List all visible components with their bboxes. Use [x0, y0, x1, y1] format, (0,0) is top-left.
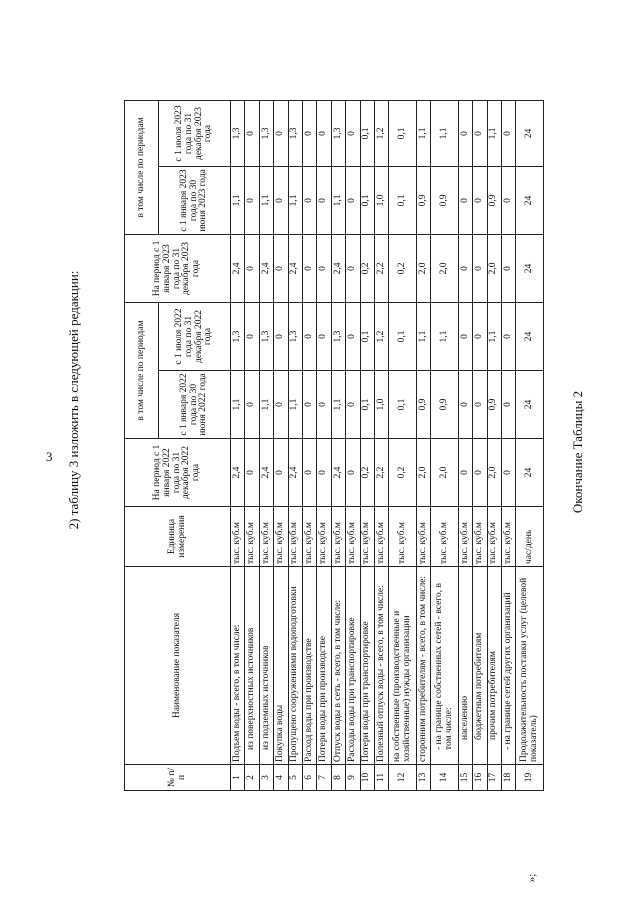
row-name: Расход воды при производстве	[303, 567, 317, 765]
table-row	[346, 100, 360, 790]
value-period-2022: 2,0	[487, 439, 501, 507]
value-period-2022: 2,4	[259, 439, 273, 507]
value-h2-2023: 24	[516, 100, 544, 166]
row-num: 9	[346, 765, 360, 791]
value-h2-2023: 0	[502, 100, 516, 166]
value-h1-2023: 1,1	[288, 166, 302, 234]
row-num: 19	[516, 765, 544, 791]
header-h1-2023: с 1 января 2023 года по 30 июня 2023 года	[159, 166, 231, 234]
row-unit: тыс. куб.м	[389, 507, 416, 567]
row-num: 4	[274, 765, 288, 791]
value-period-2022: 0	[458, 439, 472, 507]
value-period-2023: 0	[303, 234, 317, 302]
row-num: 6	[303, 765, 317, 791]
row-num: 12	[389, 765, 416, 791]
value-h2-2022: 0	[245, 302, 259, 370]
row-num: 5	[288, 765, 302, 791]
row-num: 13	[416, 765, 430, 791]
value-h2-2022: 1,3	[231, 302, 245, 370]
value-period-2023: 0	[245, 234, 259, 302]
row-unit: тыс. куб.м	[458, 507, 472, 567]
row-unit: тыс. куб.м	[231, 507, 245, 567]
row-num: 16	[473, 765, 487, 791]
table-row	[389, 100, 416, 790]
row-unit: тыс. куб.м	[259, 507, 273, 567]
value-h2-2023: 1,3	[259, 100, 273, 166]
value-h2-2023: 1,1	[431, 100, 458, 166]
value-h1-2022: 0,9	[487, 371, 501, 439]
row-name: Продолжительность поставки услуг (целевой показатель)	[516, 567, 544, 765]
value-period-2022: 2,2	[375, 439, 389, 507]
row-num: 10	[360, 765, 374, 791]
value-period-2022: 0	[303, 439, 317, 507]
value-h2-2022: 1,1	[487, 302, 501, 370]
value-h1-2023: 1,1	[331, 166, 345, 234]
value-period-2022: 0	[502, 439, 516, 507]
value-period-2022: 0	[473, 439, 487, 507]
value-h1-2023: 0,1	[360, 166, 374, 234]
value-h1-2022: 1,1	[331, 371, 345, 439]
value-h2-2022: 0	[274, 302, 288, 370]
header-unit: Единица измерения	[125, 507, 231, 567]
value-period-2023: 2,0	[431, 234, 458, 302]
value-period-2022: 2,4	[288, 439, 302, 507]
row-name: Покупка воды	[274, 567, 288, 765]
value-h1-2023: 0	[245, 166, 259, 234]
row-unit: тыс. куб.м	[416, 507, 430, 567]
row-name: Расходы воды при транспортировке	[346, 567, 360, 765]
value-h1-2022: 0,1	[360, 371, 374, 439]
row-num: 7	[317, 765, 331, 791]
row-unit: тыс. куб.м	[303, 507, 317, 567]
header-h1-2022: с 1 января 2022 года по 30 июня 2022 года	[159, 371, 231, 439]
value-period-2023: 0,2	[360, 234, 374, 302]
row-num: 1	[231, 765, 245, 791]
value-h1-2022: 0	[274, 371, 288, 439]
value-h1-2022: 0,9	[416, 371, 430, 439]
row-name: из подземных источников	[259, 567, 273, 765]
row-unit: тыс. куб.м	[317, 507, 331, 567]
value-h2-2022: 0	[317, 302, 331, 370]
next-section-heading: 2) таблицу 3 изложить в следующей редакции:	[66, 270, 81, 530]
value-h2-2022: 0,1	[389, 302, 416, 370]
value-h1-2023: 1,1	[259, 166, 273, 234]
value-period-2023: 2,4	[288, 234, 302, 302]
value-h2-2022: 1,2	[375, 302, 389, 370]
rotated-table-wrapper	[124, 101, 544, 791]
closing-quote-mark: »;	[526, 873, 538, 883]
value-h1-2023: 24	[516, 166, 544, 234]
row-unit: тыс. куб.м	[375, 507, 389, 567]
row-num: 15	[458, 765, 472, 791]
value-period-2023: 2,4	[259, 234, 273, 302]
value-period-2022: 0	[346, 439, 360, 507]
row-name: Подъем воды - всего, в том числе:	[231, 567, 245, 765]
value-period-2023: 0,2	[389, 234, 416, 302]
value-h1-2022: 0,9	[431, 371, 458, 439]
row-unit: тыс. куб.м	[360, 507, 374, 567]
table-row	[375, 100, 389, 790]
row-name: прочим потребителям	[487, 567, 501, 765]
value-period-2022: 24	[516, 439, 544, 507]
table-row	[288, 100, 302, 790]
table-row	[331, 100, 345, 790]
value-h2-2023: 0	[274, 100, 288, 166]
value-h1-2023: 0	[303, 166, 317, 234]
value-h1-2022: 0	[458, 371, 472, 439]
table-row	[416, 100, 430, 790]
value-h1-2022: 0	[245, 371, 259, 439]
value-h2-2022: 1,1	[416, 302, 430, 370]
value-h2-2023: 1,3	[231, 100, 245, 166]
value-h2-2022: 0	[346, 302, 360, 370]
value-h2-2023: 1,1	[416, 100, 430, 166]
value-h2-2023: 0	[303, 100, 317, 166]
table-row	[245, 100, 259, 790]
table-row	[274, 100, 288, 790]
row-unit: тыс. куб.м	[288, 507, 302, 567]
header-split-2023: в том числе по периодам	[125, 100, 159, 234]
value-h2-2023: 0	[458, 100, 472, 166]
value-period-2022: 0	[245, 439, 259, 507]
table-row	[458, 100, 472, 790]
value-h2-2022: 1,3	[259, 302, 273, 370]
value-h2-2022: 1,3	[288, 302, 302, 370]
value-h1-2022: 1,0	[375, 371, 389, 439]
row-name: населению	[458, 567, 472, 765]
value-h1-2023: 0	[317, 166, 331, 234]
value-h1-2023: 0,9	[487, 166, 501, 234]
value-period-2023: 24	[516, 234, 544, 302]
value-h1-2023: 0	[274, 166, 288, 234]
value-period-2023: 0	[502, 234, 516, 302]
row-name: Отпуск воды в сеть - всего, в том числе:	[331, 567, 345, 765]
value-h1-2022: 0	[317, 371, 331, 439]
value-period-2023: 2,0	[487, 234, 501, 302]
value-period-2023: 2,4	[231, 234, 245, 302]
row-name: - на границе сетей других организаций	[502, 567, 516, 765]
row-unit: тыс. куб.м	[431, 507, 458, 567]
header-name: Наименование показателя	[125, 567, 231, 765]
value-h1-2023: 0	[458, 166, 472, 234]
value-period-2023: 0	[458, 234, 472, 302]
value-h2-2022: 0	[502, 302, 516, 370]
row-name: Полезный отпуск воды - всего, в том числе:	[375, 567, 389, 765]
value-h2-2022: 0	[473, 302, 487, 370]
value-period-2022: 0	[317, 439, 331, 507]
header-split-2022: в том числе по периодам	[125, 302, 159, 438]
table-body	[231, 100, 544, 790]
table-row	[487, 100, 501, 790]
page-number: 3	[46, 449, 53, 464]
value-h1-2023: 0	[346, 166, 360, 234]
value-h2-2023: 0	[346, 100, 360, 166]
value-h2-2023: 0	[317, 100, 331, 166]
value-h1-2022: 0	[473, 371, 487, 439]
table-row	[502, 100, 516, 790]
row-num: 18	[502, 765, 516, 791]
table-row	[360, 100, 374, 790]
value-h1-2023: 0	[502, 166, 516, 234]
row-num: 8	[331, 765, 345, 791]
value-h2-2023: 0,1	[360, 100, 374, 166]
row-name: из поверхностных источников	[245, 567, 259, 765]
row-unit: тыс. куб.м	[346, 507, 360, 567]
value-h2-2022: 0	[458, 302, 472, 370]
table-row	[303, 100, 317, 790]
value-h2-2023: 1,3	[331, 100, 345, 166]
value-period-2022: 2,0	[416, 439, 430, 507]
value-period-2023: 0	[317, 234, 331, 302]
row-name: Потери воды при производстве	[317, 567, 331, 765]
row-unit: тыс. куб.м	[331, 507, 345, 567]
row-num: 14	[431, 765, 458, 791]
row-num: 17	[487, 765, 501, 791]
value-h2-2023: 1,2	[375, 100, 389, 166]
value-h2-2022: 1,3	[331, 302, 345, 370]
indicators-table	[124, 100, 544, 791]
table-row	[317, 100, 331, 790]
value-h1-2023: 0,9	[416, 166, 430, 234]
value-period-2023: 2,2	[375, 234, 389, 302]
value-period-2022: 0	[274, 439, 288, 507]
header-num: № п/п	[125, 765, 231, 791]
value-h1-2022: 0	[502, 371, 516, 439]
table-row	[516, 100, 544, 790]
value-h2-2023: 1,1	[487, 100, 501, 166]
value-period-2023: 2,4	[331, 234, 345, 302]
row-name: на собственные (производственные и хозяйственные) нужды организации	[389, 567, 416, 765]
header-h2-2022: с 1 июля 2022 года по 31 декабря 2022 года	[159, 302, 231, 370]
value-h1-2022: 0,1	[389, 371, 416, 439]
row-num: 3	[259, 765, 273, 791]
table-row	[231, 100, 245, 790]
value-h1-2022: 0	[346, 371, 360, 439]
header-period-2023: На период с 1 января 2023 года по 31 декабря 2023 года	[125, 234, 231, 302]
value-h2-2023: 0	[245, 100, 259, 166]
value-period-2022: 2,4	[331, 439, 345, 507]
value-h2-2022: 0,1	[360, 302, 374, 370]
value-h1-2022: 1,1	[288, 371, 302, 439]
value-h2-2022: 24	[516, 302, 544, 370]
row-unit: час/день	[516, 507, 544, 567]
row-unit: тыс. куб.м	[487, 507, 501, 567]
row-unit: тыс. куб.м	[274, 507, 288, 567]
value-h2-2023: 0,1	[389, 100, 416, 166]
value-period-2023: 0	[473, 234, 487, 302]
value-period-2022: 2,0	[431, 439, 458, 507]
value-period-2023: 0	[274, 234, 288, 302]
value-period-2022: 0,2	[360, 439, 374, 507]
table-caption: Окончание Таблицы 2	[570, 390, 585, 514]
value-period-2023: 0	[346, 234, 360, 302]
value-h1-2023: 0,1	[389, 166, 416, 234]
row-unit: тыс. куб.м	[473, 507, 487, 567]
row-name: бюджетным потребителям	[473, 567, 487, 765]
value-h1-2023: 0,9	[431, 166, 458, 234]
value-h2-2023: 1,3	[288, 100, 302, 166]
value-h1-2022: 0	[303, 371, 317, 439]
value-h1-2023: 0	[473, 166, 487, 234]
table-row	[259, 100, 273, 790]
value-period-2022: 2,4	[231, 439, 245, 507]
value-h1-2023: 1,1	[231, 166, 245, 234]
row-unit: тыс. куб.м	[245, 507, 259, 567]
value-h2-2022: 1,1	[431, 302, 458, 370]
row-num: 2	[245, 765, 259, 791]
value-h1-2023: 1,0	[375, 166, 389, 234]
row-name: Потери воды при транспортировке	[360, 567, 374, 765]
value-period-2023: 2,0	[416, 234, 430, 302]
row-unit: тыс. куб.м	[502, 507, 516, 567]
row-name: сторонним потребителям - всего, в том числе:	[416, 567, 430, 765]
row-name: Пропущено сооружениями водоподготовки	[288, 567, 302, 765]
row-num: 11	[375, 765, 389, 791]
value-h1-2022: 1,1	[231, 371, 245, 439]
value-period-2022: 0,2	[389, 439, 416, 507]
row-name: - на границе собственных сетей - всего, в том числе:	[431, 567, 458, 765]
header-period-2022: На период с 1 января 2022 года по 31 декабря 2022 года	[125, 439, 231, 507]
header-h2-2023: с 1 июля 2023 года по 31 декабря 2023 года	[159, 100, 231, 166]
value-h1-2022: 1,1	[259, 371, 273, 439]
value-h1-2022: 24	[516, 371, 544, 439]
value-h2-2023: 0	[473, 100, 487, 166]
table-row	[473, 100, 487, 790]
table-row	[431, 100, 458, 790]
value-h2-2022: 0	[303, 302, 317, 370]
